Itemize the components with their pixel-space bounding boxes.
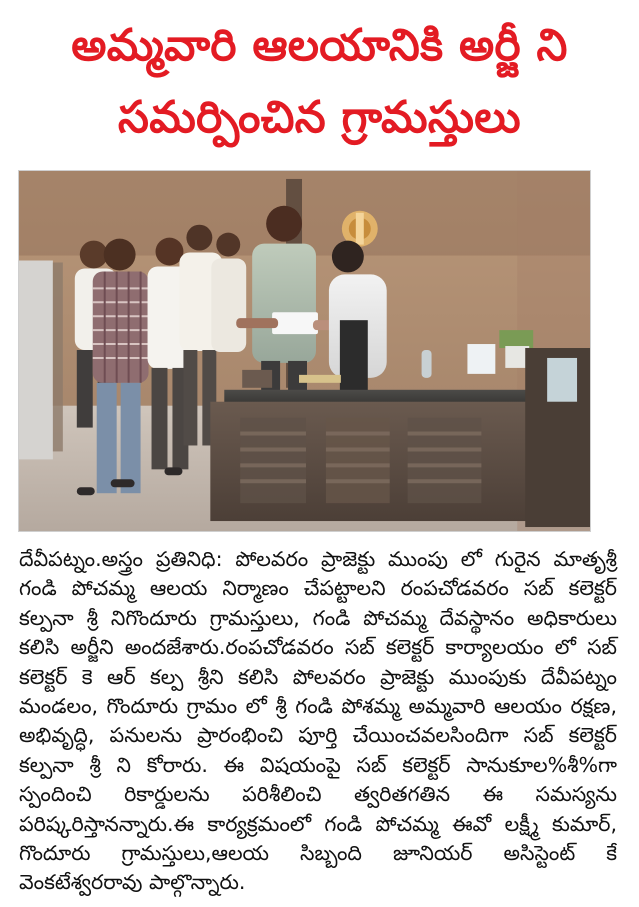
upper-wall-shadow [19,171,590,256]
flask [422,350,432,378]
right-furniture [525,348,590,527]
desk-book [299,375,341,383]
laptop [467,344,495,374]
desk-panel-left [240,418,306,504]
headline-line-1: అమ్మవారి ఆలయానికి అర్జీ ని [71,20,568,71]
nameplate [242,370,272,388]
office-scene-photo [19,171,590,531]
plant [499,330,533,348]
person-checked-shirt [93,239,149,494]
headline-line-2: సమర్పించిన గ్రామస్తులు [118,92,521,143]
left-panel-edge [53,262,63,451]
news-article [19,545,617,902]
desk-panel-right [408,418,482,504]
headline [0,10,639,165]
desk-panel-middle [326,418,390,504]
article-body: దేవీపట్నం.అస్త్రం ప్రతినిధి: పోలవరం ప్రాజెక్టు ముంపు లో గురైన మాతృశ్రీ గండి పోచమ్మ ఆలయ నిర్మాణం చేపట్టాలని రంపచోడవరం సబ్ కలెక్టర్ కల్పనా శ్రీ నిగొందూరు గ్రామస్తులు, గండి పోచమ్మ దేవస్థానం అధికారులు కలిసి అర్జీని అందజేశారు.రంపచోడవరం సబ్ కలెక్టర్ కార్యాలయం లో సబ్ కలెక్టర్ కె ఆర్ కల్ప శ్రీని కలిసి పోలవరం ప్రాజెక్టు ముంపుకు దేవీపట్నం మండలం, గొందూరు గ్రామం లో శ్రీ గండి పోశమ్మ అమ్మవారి ఆలయం రక్షణ, అభివృద్ధి, పనులను ప్రారంభించి పూర్తి చేయించవలసిందిగా సబ్ కలెక్టర్ కల్పనా శ్రీ ని కోరారు. ఈ విషయంపై సబ్ కలెక్టర్ సానుకూల%శీ%గా స్పందించి రికార్డులను పరిశీలించి త్వరితగతిన ఈ సమస్యను పరిష్కరిస్తానన్నారు.ఈ కార్యక్రమంలో గండి పోచమ్మ ఈవో లక్ష్మీ కుమార్, గొందూరు గ్రామస్తులు,ఆలయ సిబ్బంది జూనియర్ అసిస్టెంట్ కే వెంకటేశ్వరరావు పాల్గొన్నారు. [19,547,617,895]
news-photo [18,170,591,532]
left-cabinet [19,261,53,460]
